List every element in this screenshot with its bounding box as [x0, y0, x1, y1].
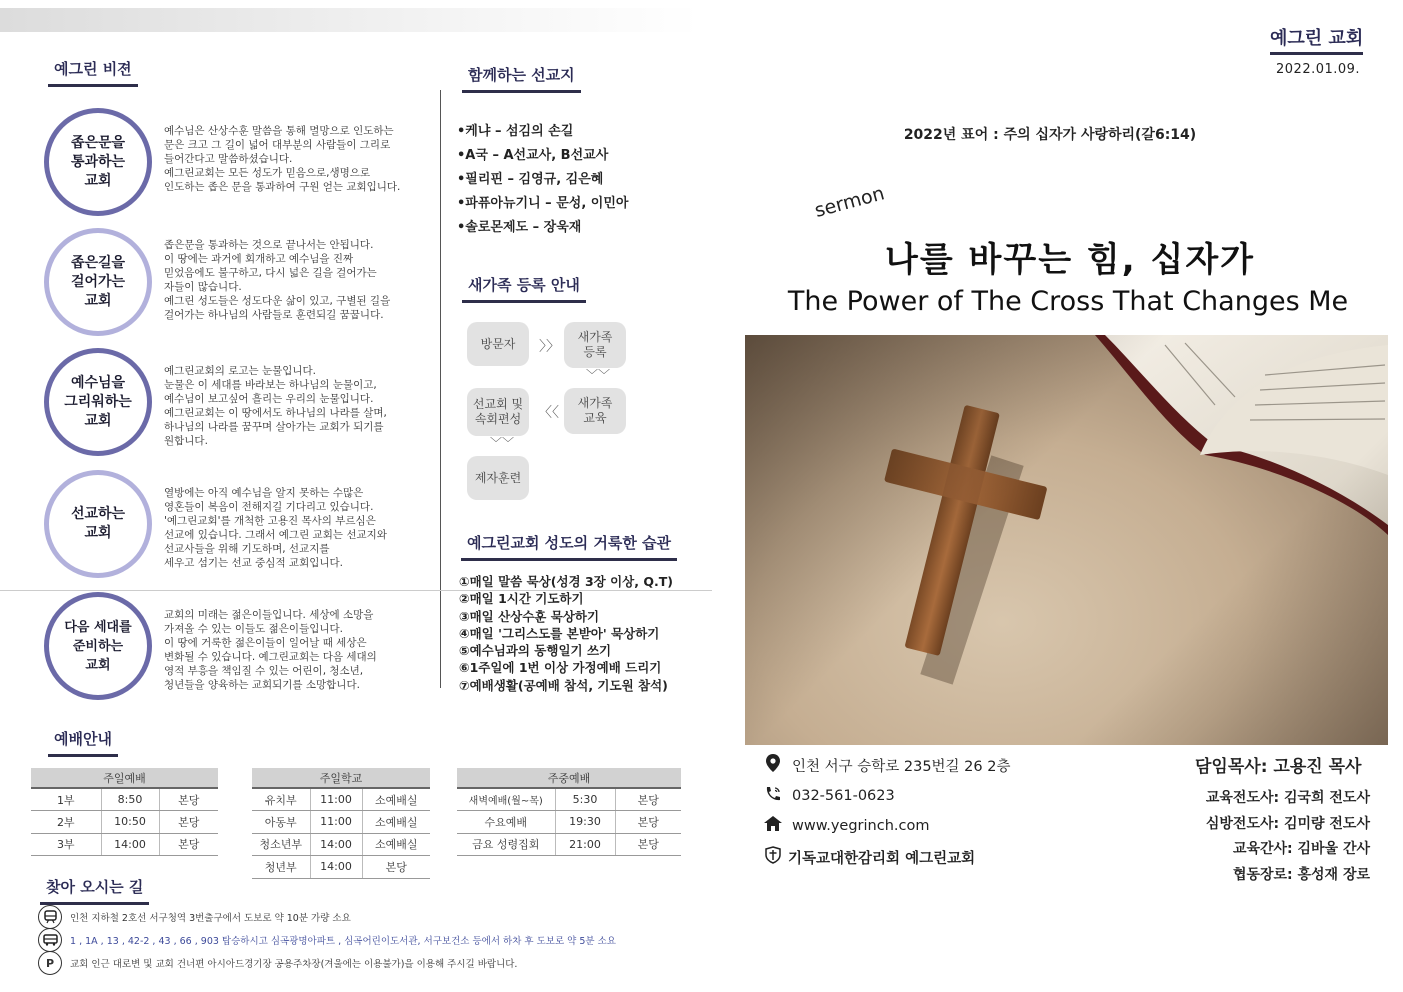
table-cell: 3부	[31, 833, 101, 856]
vision-text: 예그린교회의 로고는 눈물입니다. 눈물은 이 세대를 바라보는 하나님의 눈물이고, 예수님이 보고싶어 흘리는 우리의 눈물입니다. 예그린교회는 이 땅에서도 하나님의 나라를 살며, 하나님의 나라를 꿈꾸며 살아가는 교회가 되기를 원합니다.	[164, 365, 387, 447]
sermon-label: sermon	[812, 182, 887, 222]
table-cell: 소예배실	[362, 811, 430, 834]
table-cell: 8:50	[101, 788, 159, 811]
phone-row	[762, 786, 895, 806]
list-item: ③매일 산상수훈 묵상하기	[459, 608, 600, 624]
list-item: 교육전도사: 김국희 전도사	[1205, 790, 1370, 806]
directions-bus	[38, 928, 616, 952]
shield-icon	[762, 846, 784, 868]
list-item: ④매일 '그리스도를 본받아' 묵상하기	[459, 625, 660, 641]
table-cell: 청소년부	[252, 833, 310, 856]
list-item: •필리핀 – 김영규, 김은혜	[457, 172, 604, 187]
arrow-down-icon: ﹀﹀	[586, 368, 611, 382]
year-motto: 2022년 표어 : 주의 십자가 사랑하리(갈6:14)	[903, 127, 1197, 143]
vision-text: 교회의 미래는 젊은이들입니다. 세상에 소망을 가져올 수 있는 이들도 젊은이들입니다. 이 땅에 거룩한 젊은이들이 일어날 때 세상은 변화될 수 있습니다. 예그린교회는 다음 세대의 영적 부흥을 책임질 수 있는 어린이, 청소년, 청년들을 양육하는 교회되기를 소망합니다.	[164, 609, 377, 691]
table-cell: 14:00	[310, 856, 362, 879]
address-row	[762, 754, 1010, 776]
directions-parking	[38, 951, 517, 975]
missionary-list	[457, 120, 628, 240]
table-cell: 14:00	[101, 833, 159, 856]
directions-text: 인천 지하철 2호선 서구청역 3번출구에서 도보로 약 10분 가량 소요	[70, 913, 351, 924]
table-row	[31, 811, 218, 834]
flow-step-discipleship: 제자훈련	[467, 456, 529, 500]
photo-shade	[745, 335, 1388, 745]
table-header: 주중예배	[457, 768, 681, 788]
missionary-title: 함께하는 선교지	[468, 64, 575, 89]
phone-text: 032-561-0623	[792, 788, 895, 804]
list-item: ②매일 1시간 기도하기	[459, 591, 584, 607]
denomination-text: 기독교대한감리회 예그린교회	[788, 850, 976, 867]
table-cell: 본당	[159, 788, 218, 811]
table-cell: 유치부	[252, 788, 310, 811]
website-link[interactable]: www.yegrinch.com	[792, 817, 930, 834]
vision-item	[44, 108, 444, 220]
table-row	[457, 788, 681, 811]
flow-step-visitor: 방문자	[467, 322, 529, 366]
church-name: 예그린 교회	[1270, 24, 1363, 50]
table-cell: 1부	[31, 788, 101, 811]
home-icon	[762, 816, 784, 835]
table-cell: 본당	[615, 833, 681, 856]
table-cell: 2부	[31, 811, 101, 834]
top-shade	[0, 8, 700, 32]
denomination-row	[762, 846, 975, 868]
map-pin-icon	[762, 754, 784, 776]
list-item: 교육간사: 김바울 간사	[1232, 841, 1370, 857]
directions-text: 1 , 1A , 13 , 42-2 , 43 , 66 , 903 탑승하시고 심곡광명아파트 , 심곡어린이도서관, 서구보건소 등에서 하차 후 도보로 약 5분 소요	[70, 936, 616, 947]
list-item: •케냐 – 섬김의 손길	[457, 124, 574, 139]
vision-item	[44, 470, 444, 582]
list-item: 심방전도사: 김미량 전도사	[1205, 815, 1370, 832]
flow-step-education: 새가족 교육	[564, 388, 626, 434]
list-item: ⑦예배생활(공예배 참석, 기도원 참석)	[459, 677, 668, 693]
arrow-right-icon: 〉〉	[539, 339, 560, 355]
parking-icon: P	[38, 951, 62, 975]
sermon-title-english: The Power of The Cross That Changes Me	[787, 286, 1349, 317]
table-cell: 새벽예배(월~목)	[457, 788, 555, 811]
table-cell: 금요 성령집회	[457, 833, 555, 856]
list-item: 협동장로: 홍성재 장로	[1232, 866, 1370, 883]
list-item: •파퓨아뉴기니 – 문성, 이민아	[457, 196, 629, 211]
flow-step-register: 새가족 등록	[564, 322, 626, 368]
arrow-down-icon: ﹀﹀	[490, 436, 515, 450]
directions-subway	[38, 905, 351, 929]
subway-icon	[38, 905, 62, 929]
table-cell: 14:00	[310, 833, 362, 856]
table-header: 주일예배	[31, 768, 218, 788]
table-cell: 소예배실	[362, 833, 430, 856]
staff-list	[1190, 786, 1370, 888]
table-cell: 5:30	[555, 788, 615, 811]
table-header: 주일학교	[252, 768, 430, 788]
vision-circle: 예수님을 그리워하는 교회	[44, 348, 152, 456]
table-cell: 19:30	[555, 811, 615, 834]
table-row	[252, 833, 430, 856]
sunday-school-table	[252, 768, 430, 879]
flow-step-assign: 선교회 및 속회편성	[467, 388, 529, 436]
arrow-left-icon: 〈〈	[538, 405, 559, 421]
newcomer-title: 새가족 등록 안내	[468, 274, 580, 299]
table-cell: 21:00	[555, 833, 615, 856]
sermon-title-korean: 나를 바꾸는 힘, 십자가	[884, 240, 1256, 280]
table-cell: 10:50	[101, 811, 159, 834]
weekday-worship-table	[457, 768, 681, 856]
sunday-worship-table	[31, 768, 218, 856]
table-cell: 본당	[159, 833, 218, 856]
senior-pastor: 담임목사: 고용진 목사	[1195, 757, 1362, 777]
vision-circle: 선교하는 교회	[44, 470, 152, 578]
website-row	[762, 816, 929, 835]
table-cell: 본당	[615, 788, 681, 811]
address-text: 인천 서구 승학로 235번길 26 2층	[792, 758, 1011, 775]
list-item: ⑥1주일에 1번 이상 가정예배 드리기	[459, 660, 662, 676]
table-row	[31, 788, 218, 811]
vision-text: 좁은문을 통과하는 것으로 끝나서는 안됩니다. 이 땅에는 과거에 회개하고 예수님을 진짜 믿었음에도 불구하고, 다시 넓은 길을 걸어가는 자들이 많습니다. 예그린 성도들은 성도다운 삶이 있고, 구별된 길을 걸어가는 하나님의 사람들로 훈련되길 꿈꿉니다.	[164, 239, 391, 321]
table-row	[457, 833, 681, 856]
vision-item	[44, 228, 444, 340]
bulletin-date: 2022.01.09.	[1276, 62, 1361, 77]
bus-icon	[38, 928, 62, 952]
vision-item	[44, 348, 444, 460]
table-row	[252, 788, 430, 811]
table-cell: 11:00	[310, 811, 362, 834]
table-cell: 본당	[159, 811, 218, 834]
habits-title: 예그린교회 성도의 거룩한 습관	[467, 532, 671, 557]
vision-text: 열방에는 아직 예수님을 알지 못하는 수많은 영혼들이 복음이 전해지길 기다리고 있습니다. '예그린교회'를 개척한 고용진 목사의 부르심은 선교에 있습니다. 그래서 예그린 교회는 선교지와 선교사들을 위해 기도하며, 선교지를 세우고 섬기는 선교 중심적 교회입니다.	[164, 487, 387, 569]
vision-circle: 좁은문을 통과하는 교회	[44, 108, 152, 216]
table-cell: 청년부	[252, 856, 310, 879]
vision-text: 예수님은 산상수훈 말씀을 통해 멸망으로 인도하는 문은 크고 그 길이 넓어 대부분의 사람들이 그리로 들어간다고 말씀하셨습니다. 예그린교회는 모든 성도가 믿음으로,생명으로 인도하는 좁은 문을 통과하여 구원 얻는 교회입니다.	[164, 125, 401, 193]
directions-text: 교회 인근 대로변 및 교회 건너편 아시아드경기장 공용주차장(겨울에는 이용불가)을 이용해 주시길 바랍니다.	[70, 959, 518, 970]
table-cell: 수요예배	[457, 811, 555, 834]
table-row	[252, 856, 430, 879]
column-divider	[440, 90, 441, 688]
vision-item	[44, 592, 444, 704]
table-row	[31, 833, 218, 856]
table-cell: 본당	[615, 811, 681, 834]
worship-title: 예배안내	[54, 728, 112, 753]
table-cell: 소예배실	[362, 788, 430, 811]
table-cell: 본당	[362, 856, 430, 879]
list-item: ①매일 말씀 묵상(성경 3장 이상, Q.T)	[459, 574, 673, 589]
table-cell: 아동부	[252, 811, 310, 834]
list-item: ⑤예수님과의 동행일기 쓰기	[459, 643, 612, 659]
vision-title: 예그린 비젼	[54, 58, 132, 83]
cover-photo	[745, 335, 1388, 745]
habits-list	[459, 573, 673, 694]
list-item: •솔로몬제도 – 장욱재	[457, 220, 582, 235]
phone-icon	[762, 786, 784, 806]
list-item: •A국 – A선교사, B선교사	[457, 148, 609, 163]
table-row	[457, 811, 681, 834]
table-row	[252, 811, 430, 834]
directions-title: 찾아 오시는 길	[46, 876, 143, 901]
vision-circle: 좁은길을 걸어가는 교회	[44, 228, 152, 336]
table-cell: 11:00	[310, 788, 362, 811]
vision-circle: 다음 세대를 준비하는 교회	[44, 592, 152, 700]
